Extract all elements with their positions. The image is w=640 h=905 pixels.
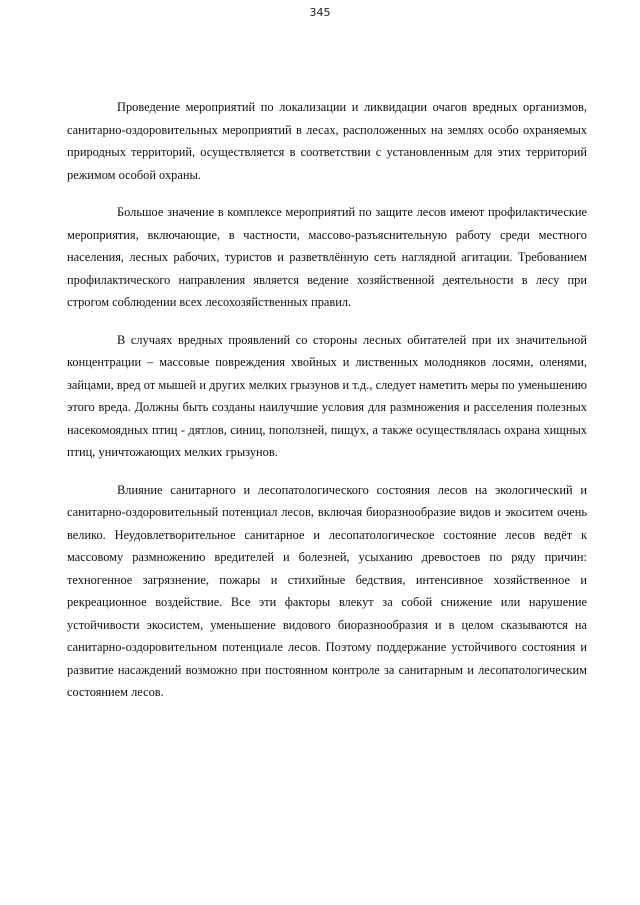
paragraph-wildlife-damage: В случаях вредных проявлений со стороны лесных обитателей при их значительной концентрации – массовые повреждения хвойных и лиственных молодняков лосями, оленями, зайцами, вред от мышей и других мелких грызунов и т.д., следует наметить меры по уменьшению этого вреда. Должны быть созданы наилучшие условия для размножения и расселения полезных насекомоядных птиц - дятлов, синиц, поползней, пищух, а также осуществлялась охрана хищных птиц, уничтожающих мелких грызунов. [67, 332, 587, 459]
paragraph-preventive-measures: Большое значение в комплексе мероприятий по защите лесов имеют профилактические мероприятия, включающие, в частности, массово-разъяснительную работу среди местного населения, лесных рабочих, туристов и разветвлённую сеть наглядной агитации. Требованием профилактического направления является ведение хозяйственной деятельности в лесу при строгом соблюдении всех лесохозяйственных правил. [67, 205, 587, 309]
paragraph-sanitary-condition: Влияние санитарного и лесопатологического состояния лесов на экологический и санитарно-оздоровительный потенциал лесов, включая биоразнообразие видов и экоситем очень велико. Неудовлетворительное санитарное и лесопатологическое состояние лесов ведёт к массовому размножению вредителей и болезней, усыханию древостоев по ряду причин: техногенное загрязнение, пожары и стихийные бедствия, интенсивное хозяйственное и рекреационное воздействие. Все эти факторы влекут за собой снижение или нарушение устойчивости экосистем, уменьшение видового биоразнообразия и в целом сказываются на санитарно-оздоровительном потенциале лесов. Поэтому поддержание устойчивого состояния и развитие насаждений возможно при постоянном контроле за санитарным и лесопатологическим состоянием лесов. [67, 482, 587, 699]
page-number: 345 [309, 6, 331, 19]
paragraph-protected-areas: Проведение мероприятий по локализации и ликвидации очагов вредных организмов, санитарно-оздоровительных мероприятий в лесах, расположенных на землях особо охраняемых природных территорий, осуществляется в соответствии с установленным для этих территорий режимом особой охраны. [67, 100, 587, 182]
document-body [67, 96, 587, 719]
